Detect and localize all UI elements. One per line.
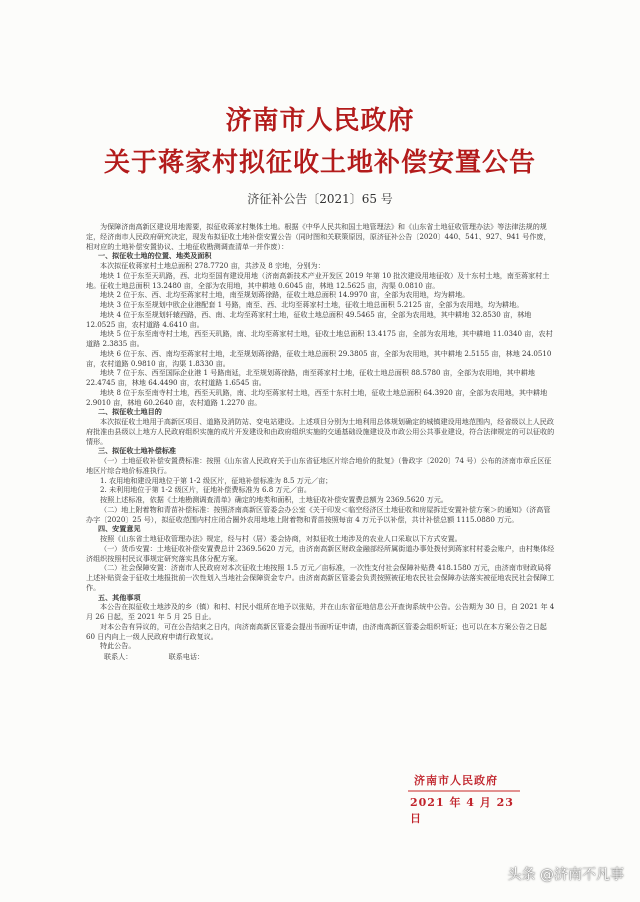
paragraph: （一）土地征收补偿安置费标准：按照《山东省人民政府关于山东省征地区片综合地价的批复》（鲁政字〔2020〕74 号）公布的济南市章丘区征地区片综合地价标准执行。: [86, 456, 552, 475]
paragraph: 地块 4 位于东至规划轩辕西路，西、南、北均至蒋家村土地，征收土地总面积 49.5465 亩，全部为农用地，其中耕地 32.8530 亩，林地 12.0525 亩，农村道路 4.6410 亩。: [86, 309, 532, 329]
paragraph: （二）社会保障安置：济南市人民政府对本次征收土地按照 1.5 万元／亩标准，一次性支付社会保障补贴费 418.1580 万元，由济南市财政局将上述补贴资金于征收土地报批前一次性划入当地社会保障资金专户。由济南高新区管委会负责按照被征地农民社会保障办法落实被征地农民社会保障工作。: [86, 563, 555, 592]
paragraph: 本次拟征收蒋家村土地总面积 278.7720 亩，共涉及 8 宗地，分别为：: [100, 261, 325, 270]
org-title: 济南市人民政府: [225, 106, 415, 136]
section-heading: 二、拟征收土地目的: [98, 407, 162, 417]
section-heading: 一、拟征收土地的位置、地类及面积: [98, 251, 212, 261]
contact-line: [104, 652, 238, 662]
paragraph: 地块 1 位于东至天玑路，西、北均至国有建设用地（济南高新技术产业开发区 2019 年第 10 批次建设用地征收）及十东村土地，南至蒋家村土地。征收土地总面积 13.2480 亩，全部为农用地，其中耕地 0.6045 亩，林地 12.5625 亩，沟渠 0.0810 亩。: [86, 270, 550, 290]
paragraph: 本公告在拟征收土地涉及的乡（镇）和村、村民小组所在地予以张贴，并在山东省征地信息公开查询系统中公告。公告期为 30 日，自 2021 年 4 月 26 日起，至 2021 年 5 月 25 日止。: [86, 602, 555, 621]
paragraph: 地块 7 位于东、西至国际企业港 1 号路南延，北至规划蒋徐路，南至蒋家村土地，征收土地总面积 88.5780 亩，全部为农用地，其中耕地 22.4745 亩，林地 64.4490 亩，农村道路 1.6545 亩。: [86, 368, 535, 387]
paragraph: 地块 2 位于东、西、北均至蒋家村土地，南至规划蒋徐路，征收土地总面积 14.9970 亩，全部为农用地，均为耕地。: [100, 290, 470, 300]
watermark: 头条 @济南不凡事: [507, 867, 624, 883]
paragraph: （一）货币安置：土地征收补偿安置费总计 2369.5620 万元，由济南高新区财政金融部经所属街道办事处拨付到蒋家村村委会账户，由村集体经济组织按照村民议事规定研究落实具体分配方案。: [86, 543, 555, 563]
paragraph: 地块 8 位于东至南寺村土地，西至天玑路，南、北均至蒋家村土地，西至十东村土地，征收土地总面积 64.3920 亩，全部为农用地，其中耕地 2.9010 亩，林地 60.2640 亩，农村道路 1.2270 亩。: [86, 387, 548, 407]
paragraph: 地块 5 位于东至南寺村土地，西至天玑路，南、北均至蒋家村土地，征收土地总面积 13.4175 亩，全部为农用地，其中耕地 11.0340 亩，农村道路 2.3835 亩。: [86, 329, 553, 348]
paragraph: 地块 3 位于东至规划中欧企业港配套 1 号路，南至、西、北均至蒋家村土地，征收土地总面积 5.2125 亩，全部为农用地，均为耕地。: [100, 300, 524, 309]
section-heading: 三、拟征收土地补偿标准: [98, 446, 177, 456]
paragraph: 1. 农用地和建设用地位于第 1-2 级区片，征地补偿标准为 8.5 万元／亩；: [100, 475, 333, 485]
contact-label: 联系人：: [104, 652, 133, 661]
stamp-name: 济南市人民政府: [414, 774, 498, 787]
paragraph: 地块 6 位于东、西、南均至蒋家村土地，北至规划蒋徐路，征收土地总面积 29.3805 亩，全部为农用地，其中耕地 2.5155 亩，林地 24.0510 亩，农村道路 0.9810 亩，沟渠 1.8330 亩。: [86, 348, 552, 368]
section-heading: 四、安置意见: [98, 524, 141, 534]
phone-label: 联系电话：: [168, 652, 205, 661]
paragraph: 按照上述标准，依据《土地勘测调查清单》确定的地类和面积，土地征收补偿安置费总额为 2369.5620 万元。: [100, 495, 448, 504]
paragraph: 按照《山东省土地征收管理办法》规定，经与村（居）委会协商，对拟征收土地涉及的农业人口采取以下方式安置。: [100, 534, 462, 543]
paragraph: 本次拟征收土地用于高新区项目、道路及消防站、变电站建设。上述项目分别为土地利用总体规划确定的城镇建设用地范围内，经省级以上人民政府批准由县级以上地方人民政府组织实施的成片开发建设和由政府组织实施的交通基础设施建设及市政公用公共事业建设，符合法律规定的可以征收的情形。: [86, 417, 555, 446]
document-number: 济征补公告〔2021〕65 号: [247, 192, 393, 206]
paragraph: 为保障济南高新区建设用地需要，拟征收蒋家村集体土地。根据《中华人民共和国土地管理法》和《山东省土地征收管理办法》等法律法规的规定，经济南市人民政府研究决定，现发布拟征收土地补偿安置公告（同时图和关联策原因，原济征补公告〔2020〕440、541、927、941 号作废，相对应的土地补偿安置协议、土地征收勘测调查清单一并作废）：: [86, 222, 551, 251]
stamp-date: 2021 年 4 月 23 日: [410, 796, 514, 825]
paragraph: 对本公告有异议的，可在公告结束之日内，向济南高新区管委会提出书面听证申请，由济南高新区管委会组织听证；也可以在本方案公告之日起 60 日内向上一级人民政府申请行政复议。: [86, 621, 547, 641]
section-heading: 五、其他事项: [98, 592, 141, 602]
document-body: [86, 222, 556, 651]
paragraph: 2. 未利用地位于第 1-2 级区片，征地补偿费标准为 6.8 万元／亩。: [100, 485, 311, 495]
stamp-divider: [408, 790, 520, 792]
paragraph: （二）地上附着物和青苗补偿标准：按照济南高新区管委会办公室《关于印发＜临空经济区土地征收和房屋拆迁安置补偿方案＞的通知》（济高管办字〔2020〕25 号），拟征收范围内村庄闭合圈外农用地地上附着物和青苗按照每亩 4 万元予以补偿，共计补偿总额 1115.0880 万元。: [86, 504, 551, 524]
paragraph: 特此公告。: [100, 641, 136, 651]
document-title: 关于蒋家村拟征收土地补偿安置公告: [103, 148, 536, 178]
official-stamp: [408, 770, 526, 825]
